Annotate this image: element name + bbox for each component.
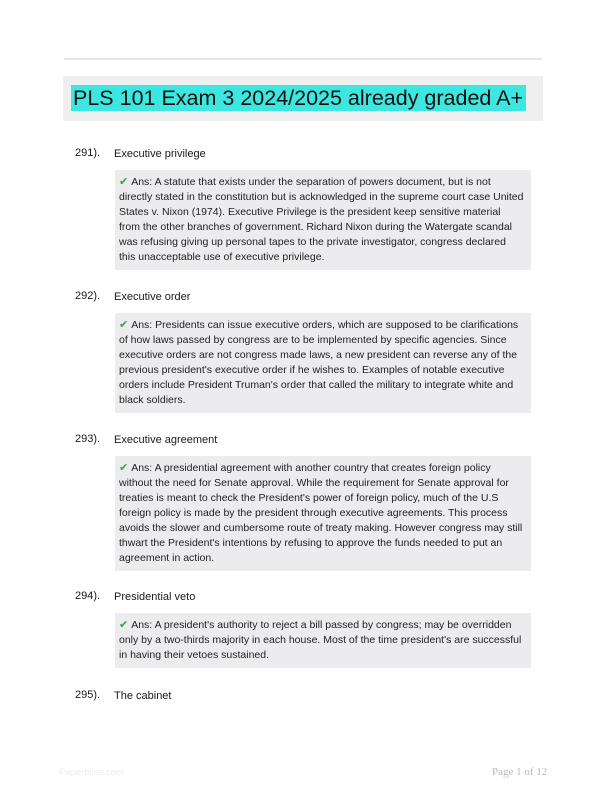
question-number: 295). <box>75 689 101 701</box>
answer-text: Ans: A statute that exists under the separation of powers document, but is not directly stated in the constitution but is acknowledged in the supreme court case United States v. Nixon (1974). Executive Privilege is the president keep sensitive material from the other branches of government. Richard Nixon during the Watergate scandal was refusing giving up personal tapes to the private investigator, congress declared this unacceptable use of executive privilege. <box>119 176 524 263</box>
answer-box <box>115 456 531 571</box>
answer-box <box>115 313 531 413</box>
answer-text: Ans: A presidential agreement with another country that creates foreign policy without the need for Senate approval. While the requirement for Senate approval for treaties is meant to check the President's power of foreign policy, much of the U.S foreign policy is made by the president through executive agreements. This process avoids the slower and cumbersome route of treaty making. However congress may still thwart the President's intentions by refusing to approve the funds needed to put an agreement in action. <box>119 462 523 564</box>
title-banner <box>63 76 543 121</box>
answer-text: Ans: A president's authority to reject a bill passed by congress; may be overridden only by a two-thirds majority in each house. Most of the time president's are successful in having their vetoes sustained. <box>119 619 522 661</box>
question-term: Presidential veto <box>114 591 196 603</box>
check-icon: ✔ <box>119 176 129 188</box>
check-icon: ✔ <box>119 619 129 631</box>
question-number: 293). <box>75 433 101 445</box>
footer-watermark: Paperbliss.com <box>59 767 124 778</box>
answer-box <box>115 170 531 270</box>
question-number: 291). <box>75 147 101 159</box>
question-term: Executive privilege <box>114 148 206 160</box>
answer-box <box>115 613 531 668</box>
question-term: Executive order <box>114 291 191 303</box>
question-number: 294). <box>75 590 101 602</box>
check-icon: ✔ <box>119 462 129 474</box>
page-number: Page 1 of 12 <box>492 766 548 778</box>
top-divider <box>64 58 542 60</box>
question-term: The cabinet <box>114 690 172 702</box>
answer-text: Ans: Presidents can issue executive orders, which are supposed to be clarifications of how laws passed by congress are to be implemented by specific agencies. Since executive orders are not congress made laws, a new president can reverse any of the previous president's executive order if he wishes to. Examples of notable executive orders include President Truman's order that called the military to integrate white and black soldiers. <box>119 319 519 406</box>
page-title: PLS 101 Exam 3 2024/2025 already graded A+ <box>71 85 526 111</box>
question-term: Executive agreement <box>114 434 218 446</box>
question-number: 292). <box>75 290 101 302</box>
check-icon: ✔ <box>119 319 129 331</box>
